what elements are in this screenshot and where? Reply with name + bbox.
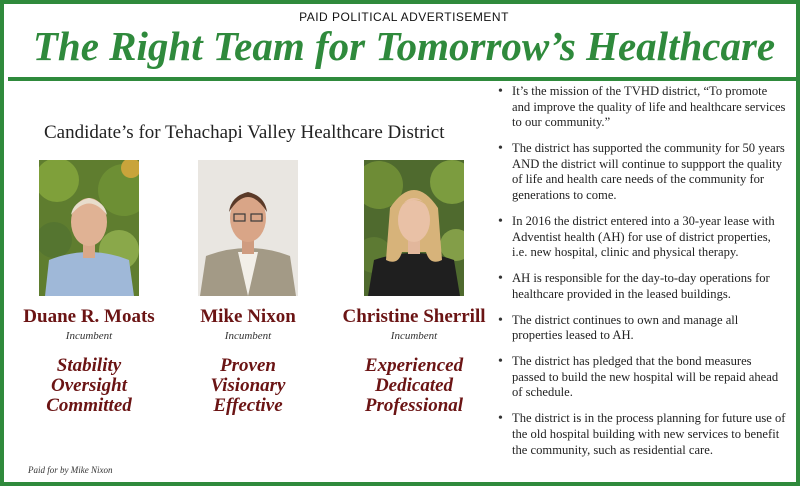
candidate-name: Duane R. Moats [23, 306, 155, 327]
quality-1: Proven [220, 355, 276, 376]
list-item: • In 2016 the district entered into a 30-year lease with Adventist health (AH) for use of district properties, i.e. new hospital, clinic and physical therapy. [498, 214, 788, 261]
candidate-status: Incumbent [224, 330, 272, 342]
candidate-photo [39, 160, 139, 296]
candidate-name: Christine Sherrill [342, 306, 486, 327]
candidates-subheading: Candidate’s for Tehachapi Valley Healthcare District [44, 122, 445, 143]
quality-2: Oversight [51, 375, 127, 396]
quality-3: Professional [364, 395, 464, 416]
candidate-status: Incumbent [65, 330, 113, 342]
candidate-status: Incumbent [390, 330, 438, 342]
quality-1: Stability [56, 355, 122, 376]
list-item: • The district has supported the community for 50 years AND the district will continue to suppport the quality of life and health care needs of the community for generations to come. [498, 141, 788, 203]
quality-3: Committed [46, 395, 132, 416]
candidate-name: Mike Nixon [200, 306, 296, 327]
list-item: • It’s the mission of the TVHD district, “To promote and improve the quality of life and healthcare services to our community.” [498, 84, 788, 131]
candidate-qualities [334, 356, 494, 416]
paid-advertisement-label: PAID POLITICAL ADVERTISEMENT [299, 10, 509, 24]
candidate-card-moats [9, 160, 169, 416]
quality-3: Effective [213, 395, 283, 416]
candidate-card-nixon [168, 160, 328, 416]
list-item: • The district is in the process planning for future use of the old hospital building with new services to benefit the community, such as residential care. [498, 411, 788, 458]
candidate-photo [364, 160, 464, 296]
list-item: • AH is responsible for the day-to-day operations for healthcare provided in the leased buildings. [498, 271, 788, 302]
headline: The Right Team for Tomorrow’s Healthcare [32, 23, 776, 69]
district-facts-list [498, 84, 788, 469]
candidate-photo [198, 160, 298, 296]
paid-for-note: Paid for by Mike Nixon [28, 465, 113, 475]
candidate-qualities [9, 356, 169, 416]
list-item: • The district continues to own and manage all properties leased to AH. [498, 313, 788, 344]
quality-2: Visionary [210, 375, 286, 396]
header-divider [8, 77, 800, 81]
list-item: • The district has pledged that the bond measures passed to build the new hospital will be repaid ahead of schedule. [498, 354, 788, 401]
candidate-card-sherrill [334, 160, 494, 416]
quality-2: Dedicated [374, 375, 454, 396]
quality-1: Experienced [364, 355, 464, 376]
candidate-qualities [168, 356, 328, 416]
